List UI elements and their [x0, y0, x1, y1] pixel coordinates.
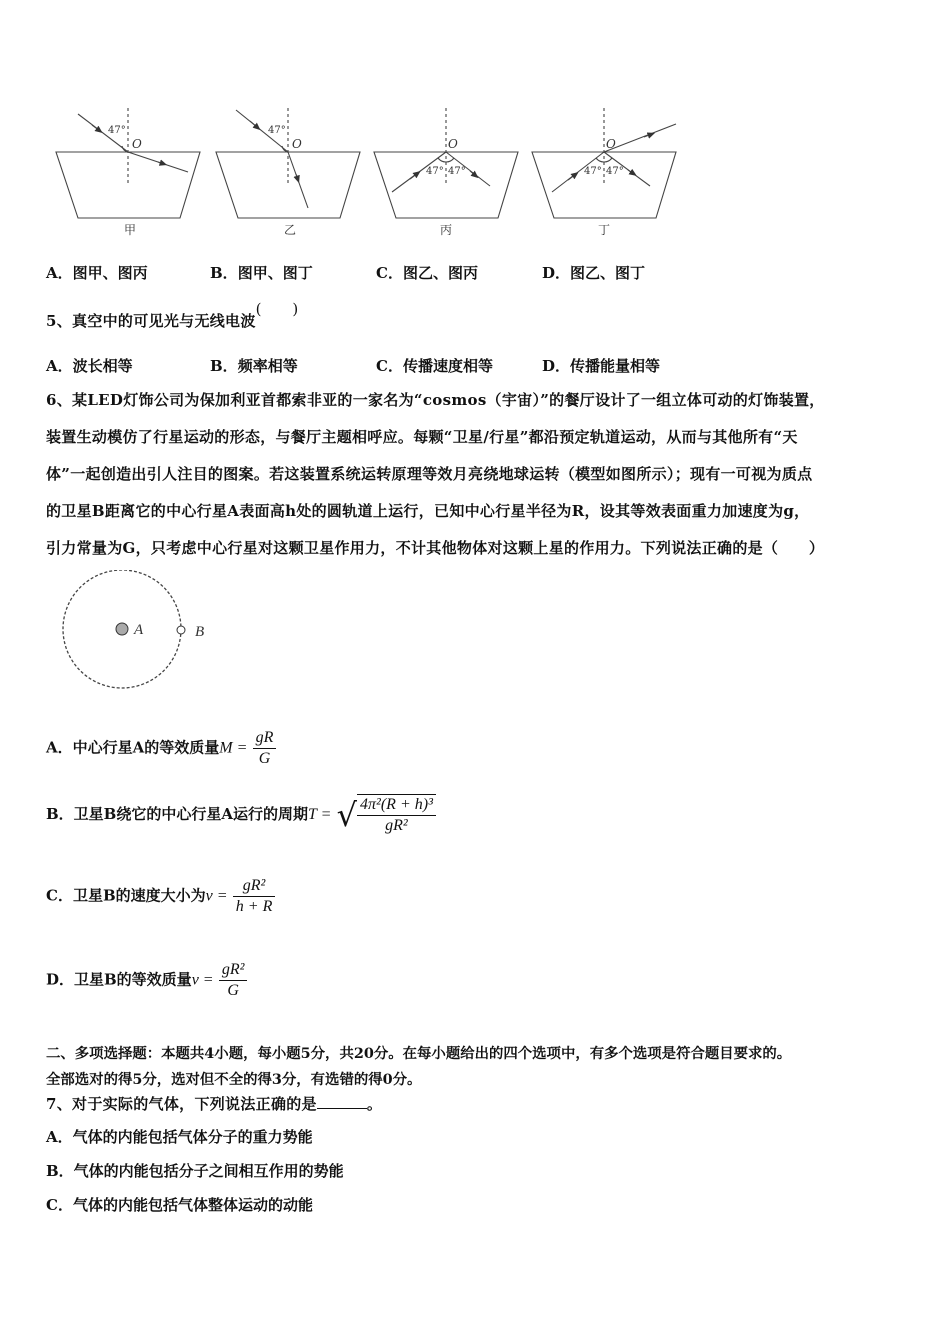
q5-stem: 5、真空中的可见光与无线电波( ): [46, 300, 299, 330]
q6-option-b[interactable]: B．卫星B绕它的中心行星A运行的周期T = √ $\frac{\text{4π²(R + h)³}}{\text{gR²}}$: [46, 794, 436, 836]
q7-stem: 7、对于实际的气体，下列说法正确的是 。: [46, 1095, 383, 1113]
formula-period: $\frac{\text{4π²(R + h)³}}{\text{gR²}}$: [357, 794, 436, 836]
svg-text:47°: 47°: [268, 125, 286, 136]
figure-yi: [216, 108, 360, 218]
q5-option-a[interactable]: A．波长相等: [46, 357, 133, 375]
answer-blank[interactable]: [317, 1094, 367, 1109]
q6-stem-line-5: 引力常量为G，只考虑中心行星对这颗卫星作用力，不计其他物体对这颗上星的作用力。下列说法正确的是（ ）: [46, 539, 825, 557]
q6-stem-line-3: 体”一起创造出引人注目的图案。若这装置系统运转原理等效月亮绕地球运转（模型如图所示）；现有一可视为质点: [46, 465, 813, 483]
figure-bing: [374, 108, 518, 218]
svg-text:A: A: [134, 622, 144, 638]
q6-stem-line-4: 的卫星B距离它的中心行星A表面高h处的圆轨道上运行，已知中心行星半径为R，设其等效表面重力加速度为g，: [46, 502, 810, 520]
svg-text:B: B: [195, 624, 205, 640]
figure-label-ding: 丁: [598, 223, 611, 237]
q7-option-b[interactable]: B．气体的内能包括分子之间相互作用的势能: [46, 1162, 344, 1180]
q5-option-c[interactable]: C．传播速度相等: [376, 357, 493, 375]
q7-option-a[interactable]: A．气体的内能包括气体分子的重力势能: [46, 1128, 313, 1146]
q7-option-c[interactable]: C．气体的内能包括气体整体运动的动能: [46, 1196, 313, 1214]
orbit-figure: [55, 570, 225, 694]
q6-option-a[interactable]: A．中心行星A的等效质量M = $\frac{gR}{G}$: [46, 728, 276, 769]
section2-scoring: 全部选对的得5分，选对但不全的得3分，有选错的得0分。: [46, 1071, 422, 1088]
q6-stem-line-1: 6、某LED灯饰公司为保加利亚首都索非亚的一家名为“cosmos（宇宙）”的餐厅设计了一组立体可动的灯饰装置，: [46, 391, 825, 409]
svg-text:47°: 47°: [426, 166, 444, 177]
figure-ding: [532, 108, 676, 218]
refraction-figures: [40, 100, 740, 240]
figure-label-yi: 乙: [284, 223, 297, 237]
svg-text:O: O: [292, 137, 302, 151]
planet-a: [116, 623, 128, 635]
q5-option-d[interactable]: D．传播能量相等: [542, 357, 661, 375]
q4-option-c[interactable]: C．图乙、图丙: [376, 264, 478, 282]
figure-label-jia: 甲: [124, 223, 137, 237]
svg-text:O: O: [606, 137, 616, 151]
svg-text:O: O: [132, 137, 142, 151]
q4-option-b[interactable]: B．图甲、图丁: [210, 264, 313, 282]
figure-jia: [56, 108, 200, 218]
q4-option-a[interactable]: A．图甲、图丙: [46, 264, 148, 282]
satellite-b: [177, 626, 185, 634]
svg-text:47°: 47°: [584, 166, 602, 177]
figure-label-bing: 丙: [440, 223, 453, 237]
q4-option-d[interactable]: D．图乙、图丁: [542, 264, 646, 282]
q6-option-d[interactable]: D．卫星B的等效质量v = $\frac{\text{gR²}}{G}$: [46, 960, 247, 1001]
q6-option-c[interactable]: C．卫星B的速度大小为v = $\frac{\text{gR²}}{h + R}$: [46, 876, 275, 917]
angle-label: 47°: [108, 125, 126, 136]
formula-mass-b: $\frac{\text{gR²}}{G}$: [219, 960, 248, 1001]
formula-velocity: $\frac{\text{gR²}}{h + R}$: [233, 876, 276, 917]
q5-option-b[interactable]: B．频率相等: [210, 357, 298, 375]
svg-text:47°: 47°: [448, 166, 466, 177]
formula-mass-a: $\frac{gR}{G}$: [253, 728, 277, 769]
svg-text:O: O: [448, 137, 458, 151]
section2-heading: 二、多项选择题：本题共4小题，每小题5分，共20分。在每小题给出的四个选项中，有多个选项是符合题目要求的。: [46, 1045, 792, 1062]
svg-text:47°: 47°: [606, 166, 624, 177]
q6-stem-line-2: 装置生动模仿了行星运动的形态，与餐厅主题相呼应。每颗“卫星/行星”都沿预定轨道运动，从而与其他所有“天: [46, 428, 798, 446]
